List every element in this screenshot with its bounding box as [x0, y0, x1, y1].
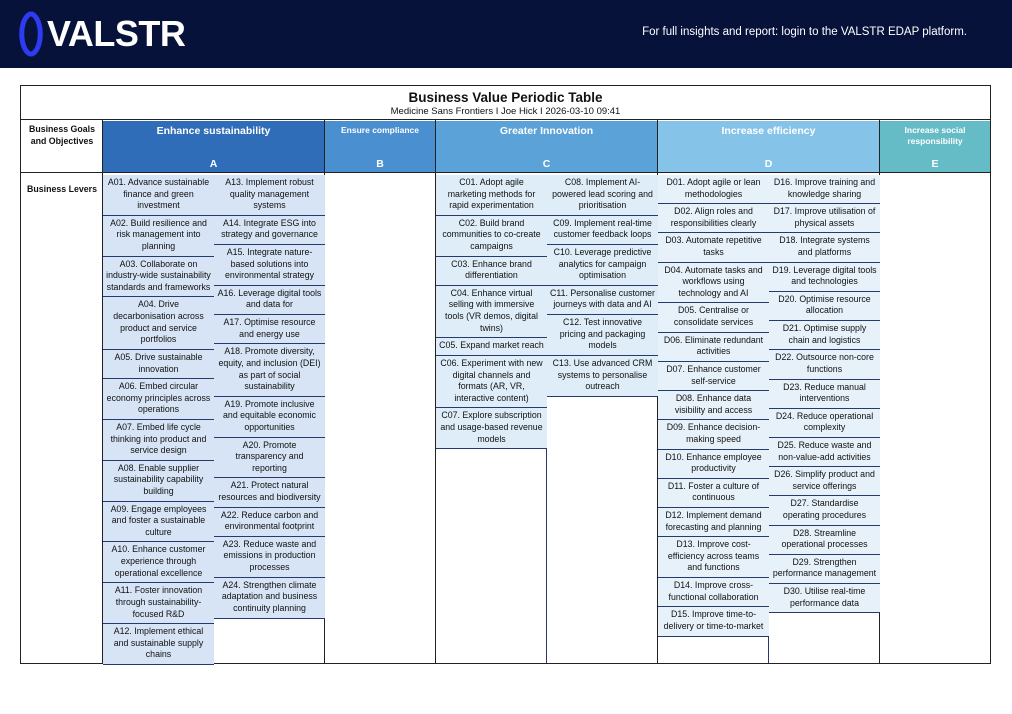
lever-cell: D12. Implement demand forecasting and planning — [658, 508, 769, 537]
goal-header-e — [880, 121, 990, 173]
lever-cell: C10. Leverage predictive analytics for campaign optimisation — [547, 245, 658, 286]
lever-cell: D15. Improve time-to-delivery or time-to-market — [658, 607, 769, 636]
lever-cell: C11. Personalise customer journeys with data and AI — [547, 286, 658, 315]
lever-cell: D11. Foster a culture of continuous — [658, 479, 769, 508]
lever-cell: A09. Engage employees and foster a sustainable culture — [103, 502, 214, 543]
goal-name: Greater Innovation — [499, 125, 594, 137]
lever-cell: A10. Enhance customer experience through operational excellence — [103, 542, 214, 583]
page-subtitle: Medicine Sans Frontiers I Joe Hick I 2026-03-10 09:41 — [390, 106, 621, 117]
lever-cell: A17. Optimise resource and energy use — [214, 315, 325, 344]
lever-cell: C13. Use advanced CRM systems to personalise outreach — [547, 356, 658, 397]
lever-cell: A16. Leverage digital tools and data for — [214, 286, 325, 315]
lever-column-a-right — [214, 175, 325, 619]
lever-cell: D17. Improve utilisation of physical assets — [769, 204, 880, 233]
goal-header-d — [658, 121, 879, 173]
lever-cell: A13. Implement robust quality management systems — [214, 175, 325, 216]
lever-cell: D08. Enhance data visibility and access — [658, 391, 769, 420]
lever-cell: A20. Promote transparency and reporting — [214, 438, 325, 479]
lever-cell: D30. Utilise real-time performance data — [769, 584, 880, 613]
lever-cell: D24. Reduce operational complexity — [769, 409, 880, 438]
title-block — [21, 86, 990, 120]
lever-cell: D27. Standardise operating procedures — [769, 496, 880, 525]
lever-cell: A01. Advance sustainable finance and green investment — [103, 175, 214, 216]
lever-cell: D09. Enhance decision-making speed — [658, 420, 769, 449]
lever-cell: A22. Reduce carbon and environmental footprint — [214, 508, 325, 537]
lever-cell: C08. Implement AI-powered lead scoring and prioritisation — [547, 175, 658, 216]
lever-cell: A19. Promote inclusive and equitable economic opportunities — [214, 397, 325, 438]
lever-cell: D26. Simplify product and service offerings — [769, 467, 880, 496]
goal-letter: A — [209, 158, 218, 170]
goal-name: Increase efficiency — [721, 125, 816, 137]
lever-cell: D02. Align roles and responsibilities clearly — [658, 204, 769, 233]
brand-name: VALSTR — [47, 13, 186, 54]
lever-cell: D29. Strengthen performance management — [769, 555, 880, 584]
lever-cell: A18. Promote diversity, equity, and inclusion (DEI) as part of social sustainability — [214, 344, 325, 396]
lever-cell: A05. Drive sustainable innovation — [103, 350, 214, 379]
page-title: Business Value Periodic Table — [408, 90, 603, 105]
goal-header-b — [325, 121, 435, 173]
goals-row-label: Business Goals and Objectives — [28, 124, 95, 146]
lever-cell: D16. Improve training and knowledge sharing — [769, 175, 880, 204]
lever-cell: A23. Reduce waste and emissions in production processes — [214, 537, 325, 578]
lever-cell: A15. Integrate nature-based solutions into environmental strategy — [214, 245, 325, 286]
lever-cell: D05. Centralise or consolidate services — [658, 303, 769, 332]
lever-cell: D03. Automate repetitive tasks — [658, 233, 769, 262]
header-divider — [21, 172, 990, 173]
lever-column-d-left — [658, 175, 769, 637]
goal-letter: B — [376, 158, 384, 170]
lever-cell: A14. Integrate ESG into strategy and governance — [214, 216, 325, 245]
lever-cell: C03. Enhance brand differentiation — [436, 257, 547, 286]
lever-column-c-left — [436, 175, 547, 449]
levers-row-label: Business Levers — [27, 184, 97, 194]
lever-cell: A02. Build resilience and risk management into planning — [103, 216, 214, 257]
logo-mark-icon — [16, 11, 46, 57]
lever-cell: D23. Reduce manual interventions — [769, 380, 880, 409]
lever-column-d-right — [769, 175, 880, 613]
lever-cell: D19. Leverage digital tools and technologies — [769, 263, 880, 292]
lever-cell: A11. Foster innovation through sustainability-focused R&D — [103, 583, 214, 624]
periodic-table — [20, 85, 991, 664]
lever-cell: D25. Reduce waste and non-value-add activities — [769, 438, 880, 467]
lever-cell: A03. Collaborate on industry-wide sustainability standards and frameworks — [103, 257, 214, 298]
lever-column-c-right — [547, 175, 658, 397]
lever-cell: D20. Optimise resource allocation — [769, 292, 880, 321]
lever-cell: D04. Automate tasks and workflows using technology and AI — [658, 263, 769, 304]
lever-cell: D06. Eliminate redundant activities — [658, 333, 769, 362]
lever-cell: A24. Strengthen climate adaptation and business continuity planning — [214, 578, 325, 619]
lever-cell: C07. Explore subscription and usage-based revenue models — [436, 408, 547, 449]
lever-cell: D22. Outsource non-core functions — [769, 350, 880, 379]
lever-cell: A12. Implement ethical and sustainable supply chains — [103, 624, 214, 665]
goal-letter: E — [931, 158, 939, 170]
lever-cell: D01. Adopt agile or lean methodologies — [658, 175, 769, 204]
lever-cell: A06. Embed circular economy principles across operations — [103, 379, 214, 420]
lever-cell: D21. Optimise supply chain and logistics — [769, 321, 880, 350]
lever-cell: D07. Enhance customer self-service — [658, 362, 769, 391]
lever-cell: A07. Embed life cycle thinking into product and service design — [103, 420, 214, 461]
lever-cell: C06. Experiment with new digital channels and formats (AR, VR, interactive content) — [436, 356, 547, 408]
lever-cell: C09. Implement real-time customer feedback loops — [547, 216, 658, 245]
goal-name: Enhance sustainability — [156, 125, 271, 137]
goal-letter: C — [542, 158, 551, 170]
lever-cell: C12. Test innovative pricing and packaging models — [547, 315, 658, 356]
header-banner — [0, 0, 1012, 68]
goal-letter: D — [764, 158, 773, 170]
goal-header-a — [103, 121, 324, 173]
lever-cell: C04. Enhance virtual selling with immersive tools (VR demos, digital twins) — [436, 286, 547, 338]
lever-cell: D10. Enhance employee productivity — [658, 450, 769, 479]
lever-cell: A08. Enable supplier sustainability capability building — [103, 461, 214, 502]
lever-cell: C01. Adopt agile marketing methods for rapid experimentation — [436, 175, 547, 216]
goal-name: Increase social responsibility — [904, 125, 966, 147]
lever-cell: D14. Improve cross-functional collaboration — [658, 578, 769, 607]
lever-cell: A04. Drive decarbonisation across product and service portfolios — [103, 297, 214, 349]
login-note: For full insights and report: login to the VALSTR EDAP platform. — [642, 26, 967, 38]
lever-column-a-left — [103, 175, 214, 665]
valstr-logo — [16, 10, 185, 58]
lever-cell: C02. Build brand communities to co-create campaigns — [436, 216, 547, 257]
lever-cell: D18. Integrate systems and platforms — [769, 233, 880, 262]
goal-header-c — [436, 121, 657, 173]
lever-cell: A21. Protect natural resources and biodiversity — [214, 478, 325, 507]
lever-cell: C05. Expand market reach — [436, 338, 547, 356]
lever-cell: D13. Improve cost-efficiency across teams and functions — [658, 537, 769, 578]
lever-cell: D28. Streamline operational processes — [769, 526, 880, 555]
goal-name: Ensure compliance — [341, 125, 419, 135]
